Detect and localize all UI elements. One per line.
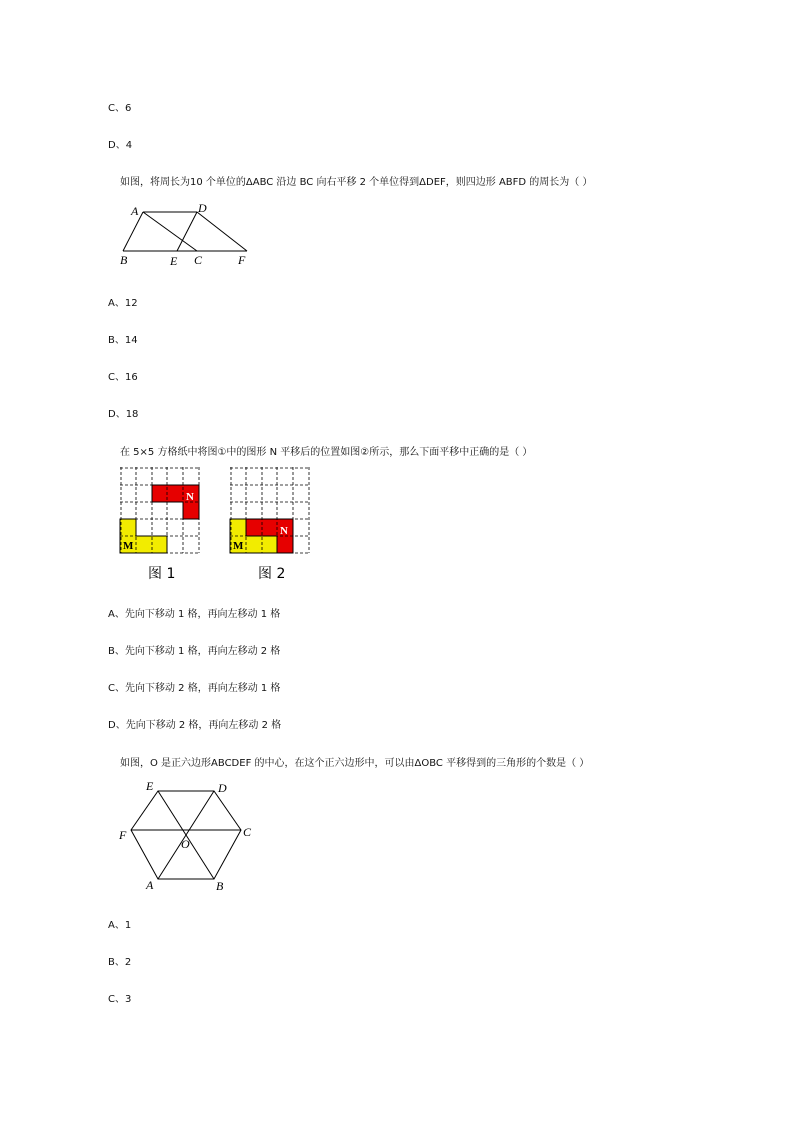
q1-option-c: C、16	[108, 372, 138, 383]
label-m-grid1: M	[123, 540, 134, 552]
q2-option-b: B、先向下移动 1 格，再向左移动 2 格	[108, 646, 281, 657]
label-a: A	[131, 204, 139, 218]
q1-option-b: B、14	[108, 335, 138, 346]
question-hexagon: 如图，O 是正六边形ABCDEF 的中心，在这个正六边形中，可以由ΔOBC 平移得到的三角形的个数是（ ）	[120, 758, 590, 769]
grid-1	[120, 467, 199, 582]
translation-figure	[110, 198, 260, 270]
label-d: D	[218, 781, 227, 795]
q2-option-d: D、先向下移动 2 格，再向左移动 2 格	[108, 720, 282, 731]
label-b: B	[120, 253, 128, 267]
q3-option-b: B、2	[108, 957, 132, 968]
grid-2	[230, 467, 309, 582]
caption-figure-2: 图 2	[258, 566, 286, 582]
label-d: D	[198, 201, 207, 215]
option-c-prev: C、6	[108, 103, 132, 114]
label-e: E	[170, 254, 178, 268]
label-f: F	[119, 828, 127, 842]
q3-option-c: C、3	[108, 994, 132, 1005]
question-grid: 在 5×5 方格纸中将图①中的图形 N 平移后的位置如图②所示，那么下面平移中正确的是（ ）	[120, 447, 533, 458]
grid-figures	[115, 462, 320, 587]
hexagon-figure	[112, 776, 262, 896]
question-translation: 如图，将周长为10 个单位的ΔABC 沿边 BC 向右平移 2 个单位得到ΔDEF，则四边形 ABFD 的周长为（ ）	[120, 177, 593, 188]
label-m-grid2: M	[233, 540, 244, 552]
caption-figure-1: 图 1	[148, 566, 176, 582]
q3-option-a: A、1	[108, 920, 132, 931]
label-c: C	[194, 253, 203, 267]
label-o: O	[181, 837, 190, 851]
label-b: B	[216, 879, 224, 893]
label-e: E	[146, 779, 154, 793]
label-a: A	[146, 878, 154, 892]
label-n-grid2: N	[280, 525, 288, 537]
label-c: C	[243, 825, 252, 839]
q1-option-a: A、12	[108, 298, 138, 309]
q1-option-d: D、18	[108, 409, 139, 420]
label-n-grid1: N	[186, 491, 194, 503]
option-d-prev: D、4	[108, 140, 133, 151]
q2-option-c: C、先向下移动 2 格，再向左移动 1 格	[108, 683, 281, 694]
q2-option-a: A、先向下移动 1 格，再向左移动 1 格	[108, 609, 281, 620]
label-f: F	[238, 253, 246, 267]
